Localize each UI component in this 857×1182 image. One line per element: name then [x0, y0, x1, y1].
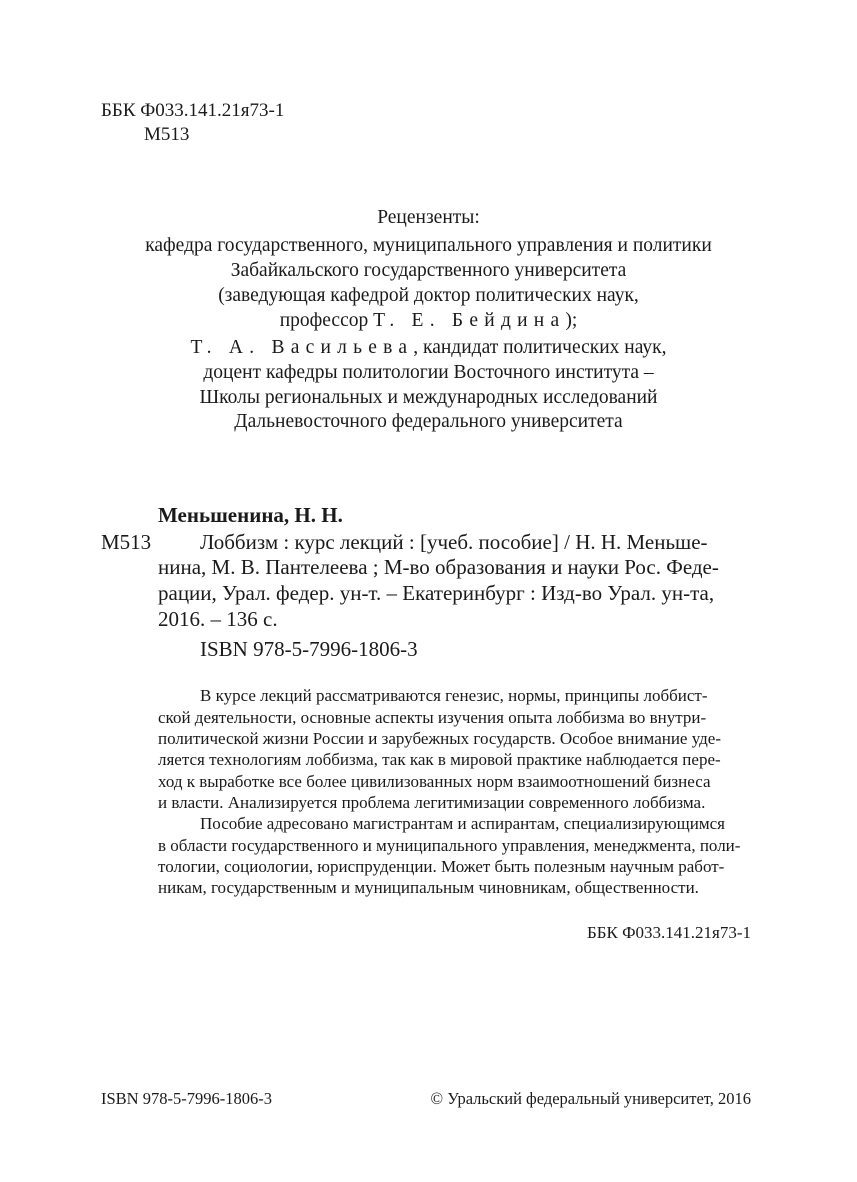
record-line: 2016. – 136 с.: [158, 607, 278, 631]
record-line: Лоббизм : курс лекций : [учеб. пособие] / Н. Н. Меньше-: [200, 530, 708, 554]
reviewer-suffix: );: [565, 310, 578, 331]
bbk-classification: ББК Ф033.141.21я73-1: [101, 100, 285, 121]
record-code: М513: [101, 530, 152, 554]
author-code: М513: [144, 124, 190, 145]
record-author: Меньшенина, Н. Н.: [158, 503, 343, 527]
annotation-line: ляется технологиям лоббизма, так как в мировой практике наблюдается пере-: [158, 750, 721, 769]
annotation-line: и власти. Анализируется проблема легитимизации современного лоббизма.: [158, 793, 706, 812]
reviewer-line: Дальневосточного федерального университета: [234, 411, 623, 432]
record-line: нина, М. В. Пантелеева ; М-во образования и науки Рос. Феде-: [158, 555, 719, 579]
bbk-classification-right: ББК Ф033.141.21я73-1: [586, 923, 751, 942]
annotation-line: ход к выработке все более цивилизованных норм взаимоотношений бизнеса: [158, 772, 711, 791]
reviewer-line: [0, 310, 857, 332]
annotation-line: в области государственного и муниципального управления, менеджмента, поли-: [158, 836, 741, 855]
footer-copyright: © Уральский федеральный университет, 2016: [430, 1089, 751, 1108]
reviewer-name: Т. Е. Бейдина: [373, 310, 566, 331]
reviewer-line: Забайкальского государственного университета: [230, 260, 627, 281]
reviewer-title: профессор: [279, 310, 369, 331]
reviewer-line: доцент кафедры политологии Восточного института –: [203, 362, 654, 383]
reviewer-line: [0, 337, 857, 359]
record-isbn: ISBN 978-5-7996-1806-3: [200, 637, 418, 661]
reviewer-line: (заведующая кафедрой доктор политических наук,: [218, 285, 639, 306]
reviewers-heading: Рецензенты:: [377, 207, 480, 228]
annotation-line: ской деятельности, основные аспекты изучения опыта лоббизма во внутри-: [158, 708, 707, 727]
annotation-line: политической жизни России и зарубежных государств. Особое внимание уде-: [158, 729, 722, 748]
footer-isbn: ISBN 978-5-7996-1806-3: [101, 1089, 272, 1108]
reviewer-name: Т. А. Васильева: [190, 337, 414, 358]
annotation-line: никам, государственным и муниципальным чиновникам, общественности.: [158, 878, 699, 897]
reviewer-suffix: , кандидат политических наук,: [413, 337, 667, 358]
record-line: рации, Урал. федер. ун-т. – Екатеринбург : Изд-во Урал. ун-та,: [158, 581, 715, 605]
annotation-line: В курсе лекций рассматриваются генезис, нормы, принципы лоббист-: [200, 686, 708, 705]
reviewer-line: кафедра государственного, муниципального управления и политики: [145, 235, 712, 256]
annotation-line: тологии, социологии, юриспруденции. Может быть полезным научным работ-: [158, 857, 725, 876]
annotation-line: Пособие адресовано магистрантам и аспирантам, специализирующимся: [200, 814, 725, 833]
reviewer-line: Школы региональных и международных исследований: [199, 387, 658, 408]
